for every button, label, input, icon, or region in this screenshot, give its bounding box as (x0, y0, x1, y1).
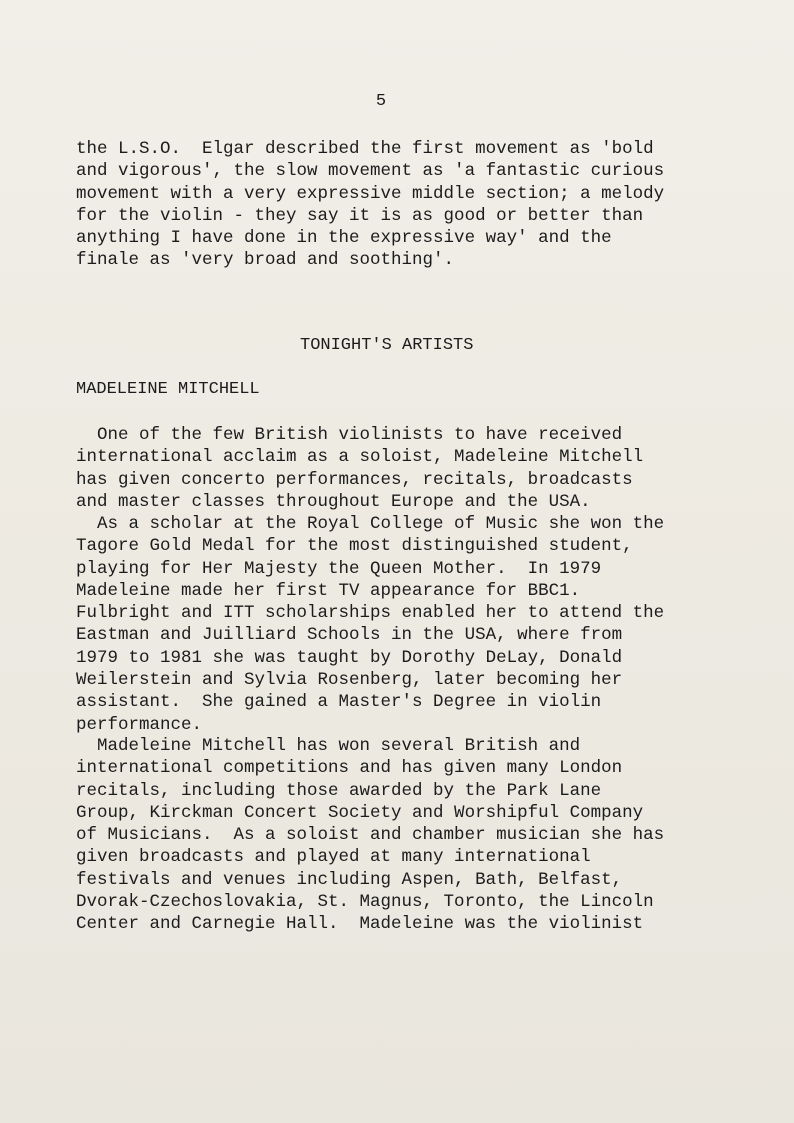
bio-paragraph (76, 513, 664, 736)
text-line: recitals, including those awarded by the Park Lane (76, 780, 602, 801)
text-line: Eastman and Juilliard Schools in the USA, where from (76, 625, 623, 646)
text-line: festivals and venues including Aspen, Bath, Belfast, (76, 869, 623, 890)
bio-paragraph (76, 735, 664, 936)
text-line: performance. (76, 714, 203, 735)
section-heading: TONIGHT'S ARTISTS (300, 336, 474, 355)
text-line: 1979 to 1981 she was taught by Dorothy DeLay, Donald (76, 647, 623, 668)
text-line: Center and Carnegie Hall. Madeleine was the violinist (76, 914, 644, 935)
text-line: Madeleine made her first TV appearance for BBC1. (76, 580, 581, 601)
text-line: One of the few British violinists to have received (76, 425, 623, 445)
text-line: playing for Her Majesty the Queen Mother. In 1979 (76, 558, 602, 579)
text-line: Tagore Gold Medal for the most distinguished student, (76, 536, 633, 557)
text-line: Madeleine Mitchell has won several British and (76, 736, 581, 756)
page-number: 5 (375, 92, 387, 111)
text-line: Weilerstein and Sylvia Rosenberg, later becoming her (76, 670, 623, 691)
text-line: assistant. She gained a Master's Degree in violin (76, 692, 602, 713)
text-line: for the violin - they say it is as good or better than (76, 205, 644, 226)
text-line: and master classes throughout Europe and the USA. (76, 491, 591, 512)
text-line: movement with a very expressive middle section; a melody (76, 183, 665, 204)
text-line: and vigorous', the slow movement as 'a fantastic curious (76, 161, 665, 182)
text-line: given broadcasts and played at many international (76, 847, 591, 868)
text-line: the L.S.O. Elgar described the first movement as 'bold (76, 139, 654, 159)
text-line: of Musicians. As a soloist and chamber musician she has (76, 825, 665, 846)
artist-name: MADELEINE MITCHELL (76, 380, 260, 399)
text-line: has given concerto performances, recitals, broadcasts (76, 469, 633, 490)
text-line: Fulbright and ITT scholarships enabled her to attend the (76, 603, 665, 624)
intro-paragraph (76, 138, 664, 272)
text-line: international competitions and has given many London (76, 758, 623, 779)
text-line: anything I have done in the expressive way' and the (76, 228, 612, 249)
text-line: Dvorak-Czechoslovakia, St. Magnus, Toronto, the Lincoln (76, 892, 654, 913)
text-line: Group, Kirckman Concert Society and Worshipful Company (76, 802, 644, 823)
bio-paragraph (76, 424, 643, 513)
text-line: finale as 'very broad and soothing'. (76, 250, 455, 271)
text-line: international acclaim as a soloist, Madeleine Mitchell (76, 447, 644, 468)
text-line: As a scholar at the Royal College of Music she won the (76, 514, 665, 534)
